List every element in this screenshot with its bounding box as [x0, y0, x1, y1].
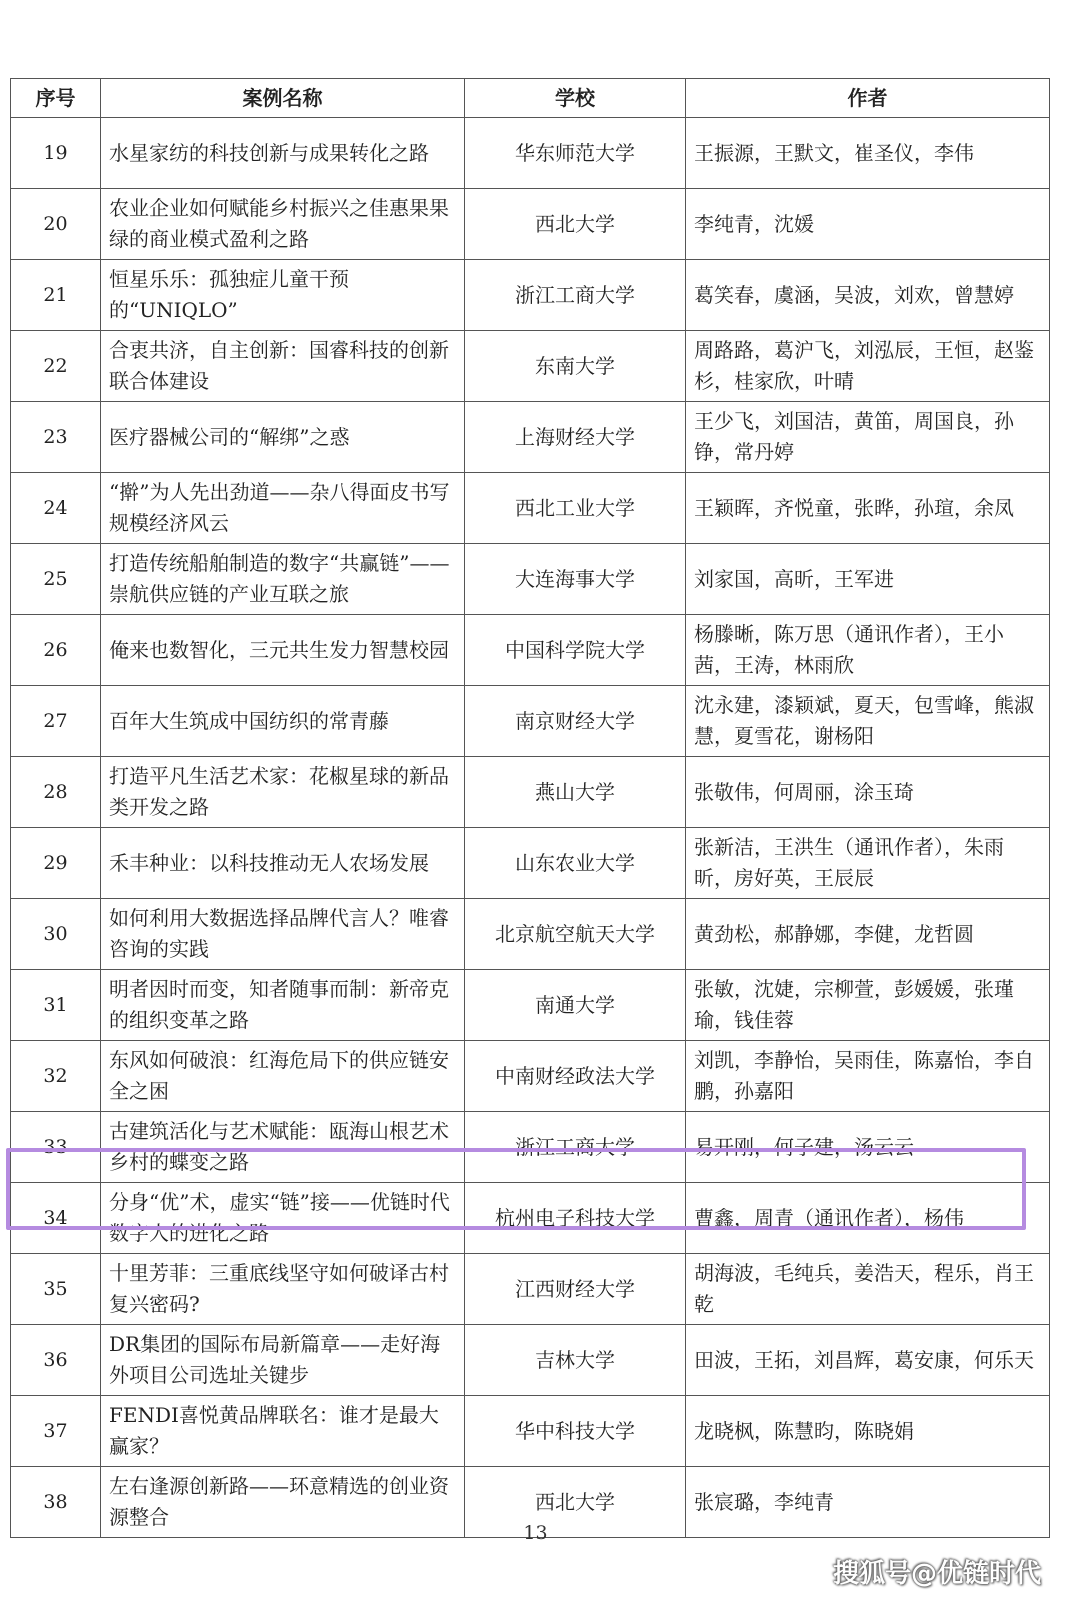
table-header-row [11, 79, 1050, 118]
row-case-name: 如何利用大数据选择品牌代言人？唯睿咨询的实践 [101, 899, 465, 970]
row-school: 江西财经大学 [465, 1254, 686, 1325]
row-case-name: 打造传统船舶制造的数字“共赢链”——崇航供应链的产业互联之旅 [101, 544, 465, 615]
table-row [11, 970, 1050, 1041]
row-case-name: 十里芳菲：三重底线坚守如何破译古村复兴密码? [101, 1254, 465, 1325]
table-row [11, 118, 1050, 189]
row-school: 中国科学院大学 [465, 615, 686, 686]
row-school: 南京财经大学 [465, 686, 686, 757]
row-number: 20 [11, 189, 101, 260]
row-school: 西北工业大学 [465, 473, 686, 544]
row-number: 33 [11, 1112, 101, 1183]
row-number: 26 [11, 615, 101, 686]
row-authors: 易开刚，何子建，汤云云 [686, 1112, 1050, 1183]
row-number: 34 [11, 1183, 101, 1254]
row-authors: 刘家国，高昕，王军进 [686, 544, 1050, 615]
row-case-name: 东风如何破浪：红海危局下的供应链安全之困 [101, 1041, 465, 1112]
row-number: 30 [11, 899, 101, 970]
table-row [11, 828, 1050, 899]
row-case-name: 左右逢源创新路——环意精选的创业资源整合 [101, 1467, 465, 1538]
row-number: 37 [11, 1396, 101, 1467]
table-row [11, 1325, 1050, 1396]
row-case-name: 农业企业如何赋能乡村振兴之佳惠果果绿的商业模式盈利之路 [101, 189, 465, 260]
row-school: 南通大学 [465, 970, 686, 1041]
row-case-name: 禾丰种业：以科技推动无人农场发展 [101, 828, 465, 899]
table-row [11, 757, 1050, 828]
row-school: 杭州电子科技大学 [465, 1183, 686, 1254]
table-row [11, 1041, 1050, 1112]
table-row [11, 1254, 1050, 1325]
row-number: 27 [11, 686, 101, 757]
row-authors: 李纯青，沈媛 [686, 189, 1050, 260]
header-school: 学校 [465, 79, 686, 118]
row-number: 35 [11, 1254, 101, 1325]
header-number: 序号 [11, 79, 101, 118]
row-number: 25 [11, 544, 101, 615]
row-authors: 张敬伟，何周丽，涂玉琦 [686, 757, 1050, 828]
row-authors: 刘凯，李静怡，吴雨佳，陈嘉怡，李自鹏，孙嘉阳 [686, 1041, 1050, 1112]
row-authors: 沈永建，漆颖斌，夏天，包雪峰，熊淑慧，夏雪花，谢杨阳 [686, 686, 1050, 757]
table-row [11, 1183, 1050, 1254]
row-authors: 张敏，沈婕，宗柳萱，彭媛媛，张瑾瑜，钱佳蓉 [686, 970, 1050, 1041]
row-case-name: 明者因时而变，知者随事而制：新帝克的组织变革之路 [101, 970, 465, 1041]
row-case-name: 合衷共济，自主创新：国睿科技的创新联合体建设 [101, 331, 465, 402]
row-school: 北京航空航天大学 [465, 899, 686, 970]
row-case-name: 打造平凡生活艺术家：花椒星球的新品类开发之路 [101, 757, 465, 828]
row-school: 浙江工商大学 [465, 260, 686, 331]
row-number: 38 [11, 1467, 101, 1538]
row-authors: 王振源，王默文，崔圣仪，李伟 [686, 118, 1050, 189]
row-number: 28 [11, 757, 101, 828]
row-authors: 周路路，葛沪飞，刘泓辰，王恒，赵鉴杉，桂家欣，叶晴 [686, 331, 1050, 402]
row-number: 22 [11, 331, 101, 402]
header-case-name: 案例名称 [101, 79, 465, 118]
row-authors: 黄劲松，郝静娜，李健，龙哲圆 [686, 899, 1050, 970]
row-school: 大连海事大学 [465, 544, 686, 615]
row-authors: 杨滕晰，陈万思（通讯作者），王小茜，王涛，林雨欣 [686, 615, 1050, 686]
row-authors: 龙晓枫，陈慧昀，陈晓娟 [686, 1396, 1050, 1467]
table-row [11, 544, 1050, 615]
row-number: 29 [11, 828, 101, 899]
table-row [11, 1112, 1050, 1183]
row-case-name: FENDI喜悦黄品牌联名：谁才是最大赢家？ [101, 1396, 465, 1467]
row-number: 31 [11, 970, 101, 1041]
row-case-name: 俺来也数智化，三元共生发力智慧校园 [101, 615, 465, 686]
row-school: 东南大学 [465, 331, 686, 402]
row-authors: 王少飞，刘国洁，黄笛，周国良，孙铮，常丹婷 [686, 402, 1050, 473]
row-authors: 张宸璐，李纯青 [686, 1467, 1050, 1538]
row-school: 西北大学 [465, 189, 686, 260]
row-school: 上海财经大学 [465, 402, 686, 473]
table-row [11, 473, 1050, 544]
row-case-name: 古建筑活化与艺术赋能：瓯海山根艺术乡村的蝶变之路 [101, 1112, 465, 1183]
row-authors: 王颖晖，齐悦童，张晔，孙瑄，余凤 [686, 473, 1050, 544]
row-school: 山东农业大学 [465, 828, 686, 899]
table-row [11, 331, 1050, 402]
table-row [11, 402, 1050, 473]
row-number: 36 [11, 1325, 101, 1396]
row-number: 32 [11, 1041, 101, 1112]
row-school: 吉林大学 [465, 1325, 686, 1396]
row-case-name: “擀”为人先出劲道——杂八得面皮书写规模经济风云 [101, 473, 465, 544]
row-authors: 葛笑春，虞涵，吴波，刘欢，曾慧婷 [686, 260, 1050, 331]
row-authors: 胡海波，毛纯兵，姜浩天，程乐，肖王乾 [686, 1254, 1050, 1325]
row-case-name: DR集团的国际布局新篇章——走好海外项目公司选址关键步 [101, 1325, 465, 1396]
row-number: 23 [11, 402, 101, 473]
case-table [10, 78, 1050, 1538]
row-authors: 曹鑫，周青（通讯作者），杨伟 [686, 1183, 1050, 1254]
row-case-name: 恒星乐乐：孤独症儿童干预的“UNIQLO” [101, 260, 465, 331]
row-school: 华中科技大学 [465, 1396, 686, 1467]
row-case-name: 医疗器械公司的“解绑”之惑 [101, 402, 465, 473]
row-school: 西北大学 [465, 1467, 686, 1538]
row-authors: 田波，王拓，刘昌辉，葛安康，何乐天 [686, 1325, 1050, 1396]
row-number: 19 [11, 118, 101, 189]
table-row [11, 615, 1050, 686]
table-row [11, 899, 1050, 970]
row-case-name: 分身“优”术，虚实“链”接——优链时代数字人的进化之路 [101, 1183, 465, 1254]
watermark: 搜狐号@优链时代 [832, 1559, 1041, 1589]
table-row [11, 686, 1050, 757]
table-row [11, 260, 1050, 331]
row-number: 21 [11, 260, 101, 331]
row-case-name: 百年大生筑成中国纺织的常青藤 [101, 686, 465, 757]
row-school: 燕山大学 [465, 757, 686, 828]
page-number: 13 [523, 1522, 548, 1544]
row-authors: 张新洁，王洪生（通讯作者），朱雨昕，房好英，王辰辰 [686, 828, 1050, 899]
header-authors: 作者 [686, 79, 1050, 118]
row-case-name: 水星家纺的科技创新与成果转化之路 [101, 118, 465, 189]
row-number: 24 [11, 473, 101, 544]
row-school: 华东师范大学 [465, 118, 686, 189]
table-row [11, 1396, 1050, 1467]
row-school: 浙江工商大学 [465, 1112, 686, 1183]
row-school: 中南财经政法大学 [465, 1041, 686, 1112]
table-row [11, 189, 1050, 260]
